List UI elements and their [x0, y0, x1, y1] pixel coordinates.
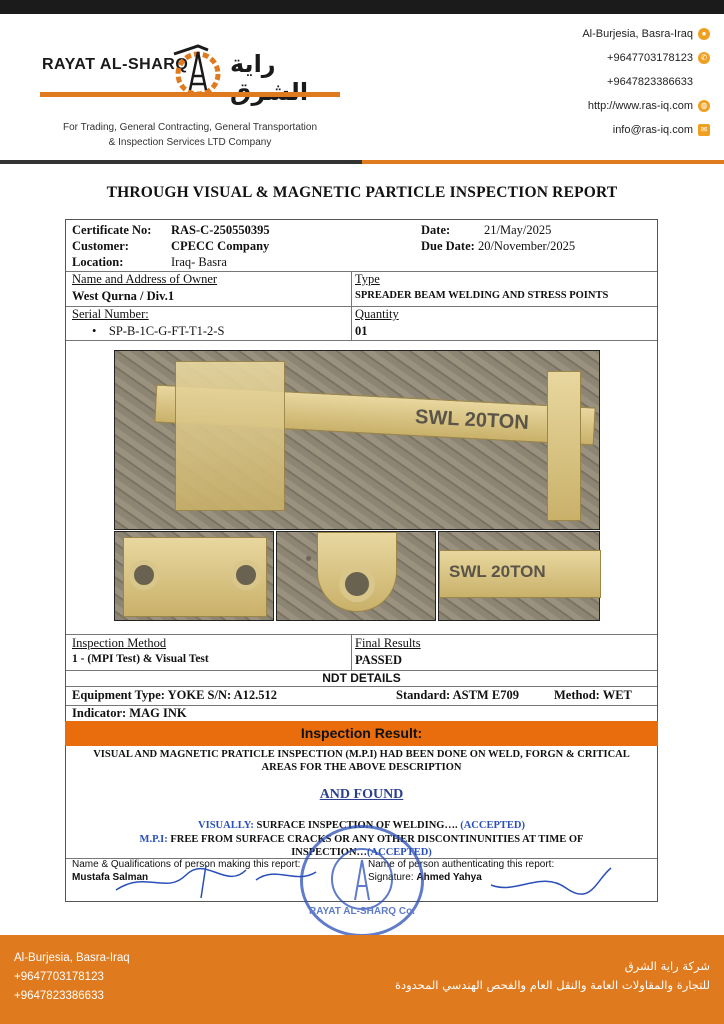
- header-email[interactable]: info@ras-iq.com ✉: [582, 118, 710, 142]
- authenticator-signature: [486, 860, 616, 900]
- footer: [0, 935, 724, 1024]
- top-bar: [0, 0, 724, 14]
- photo-padeye: [276, 531, 436, 621]
- inspector-signature: [106, 860, 326, 900]
- inspector-name: Mustafa Salman: [72, 872, 149, 883]
- serial-value: • SP-B-1C-G-FT-T1-2-S: [92, 324, 225, 338]
- indicator: Indicator: MAG INK: [72, 706, 187, 720]
- company-logo: [40, 38, 350, 98]
- footer-contacts: Al-Burjesia, Basra-Iraq +9647703178123 +9647823386633: [14, 952, 130, 1002]
- photo-lifting-lug: [114, 531, 274, 621]
- method-label: Inspection Method: [72, 636, 167, 650]
- method-value: 1 - (MPI Test) & Visual Test: [72, 653, 209, 665]
- qualifications-label: Name & Qualifications of person making this report:: [72, 859, 301, 870]
- ndt-details-header: NDT DETAILS: [322, 671, 401, 685]
- header-address: Al-Burjesia, Basra-Iraq ●: [582, 22, 710, 46]
- date-label: Date:: [421, 223, 451, 237]
- location-value: Iraq- Basra: [171, 255, 227, 269]
- owner-value: West Qurna / Div.1: [72, 289, 175, 303]
- footer-arabic: شركة راية الشرق للتجارة والمقاولات العامة والنقل العام والفحص الهندسي المحدودة: [394, 959, 710, 992]
- logo-arabic: راية: [230, 50, 276, 78]
- stamp-inner-ring: [331, 848, 393, 910]
- stamp-text: RAYAT AL-SHARQ Co.: [309, 906, 415, 917]
- quantity-value: 01: [355, 324, 368, 338]
- location-icon: ●: [698, 28, 710, 40]
- type-label: Type: [355, 272, 380, 286]
- date-value: 21/May/2025: [484, 223, 552, 237]
- due-date: Due Date: 20/November/2025: [421, 239, 576, 253]
- globe-icon: ◍: [698, 100, 710, 112]
- logo-english: RAYAT AL-SHARQ: [42, 56, 189, 73]
- photo-marking-swl: SWL 20TON: [414, 406, 530, 434]
- method-wet: Method: WET: [554, 688, 632, 702]
- company-tagline: For Trading, General Contracting, General Transportation & Inspection Services LTD Company: [62, 122, 318, 148]
- beam-end-plate: [175, 361, 285, 511]
- cert-value: RAS-C-250550395: [171, 223, 270, 237]
- and-found: AND FOUND: [319, 787, 404, 802]
- report-table: [65, 219, 658, 902]
- logo-rule: [40, 92, 340, 97]
- photo-swl-marking: [438, 531, 600, 621]
- phone-icon: ✆: [698, 52, 710, 64]
- final-label: Final Results: [355, 636, 421, 650]
- authenticator-label: Name of person authenticating this report:: [368, 859, 555, 870]
- inspection-result-header: Inspection Result:: [65, 721, 658, 746]
- main-photo-spreader-beam: [114, 350, 600, 530]
- oil-derrick-icon: [168, 38, 228, 94]
- header-contacts: [582, 22, 710, 142]
- beam-lug: [547, 371, 581, 521]
- cert-label: Certificate No:: [72, 223, 152, 237]
- location-label: Location:: [72, 255, 124, 269]
- serial-label: Serial Number:: [72, 307, 149, 321]
- header-website[interactable]: http://www.ras-iq.com ◍: [582, 94, 710, 118]
- header-divider: [0, 160, 724, 164]
- type-value: SPREADER BEAM WELDING AND STRESS POINTS: [355, 290, 609, 301]
- customer-label: Customer:: [72, 239, 129, 253]
- stamp-derrick-icon: [333, 850, 391, 908]
- company-stamp: [300, 825, 424, 937]
- standard: Standard: ASTM E709: [396, 688, 519, 702]
- equipment-type: Equipment Type: YOKE S/N: A12.512: [72, 688, 278, 702]
- header-phone-2: +9647823386633: [607, 76, 693, 88]
- customer-value: CPECC Company: [171, 239, 270, 253]
- final-value: PASSED: [355, 653, 403, 667]
- report-title: THROUGH VISUAL & MAGNETIC PARTICLE INSPECTION REPORT: [106, 184, 618, 201]
- quantity-label: Quantity: [355, 307, 399, 321]
- mpi-result: M.P.I: FREE FROM SURFACE CRACKS OR ANY OTHER DISCONTINUNITIES AT TIME OF INSPECTION…(ACCEPTED): [139, 834, 584, 858]
- photo-marking-swl-closeup: SWL 20TON: [449, 562, 546, 581]
- signature-line: Signature: Ahmed Yahya: [368, 872, 482, 883]
- result-description: VISUAL AND MAGNETIC PRATICLE INSPECTION (M.P.I) HAD BEEN DONE ON WELD, FORGN & CRITICAL AREAS FOR THE ABOVE DESCRIPTION: [93, 749, 630, 773]
- header-phone-1: +9647703178123 ✆: [582, 46, 710, 70]
- mail-icon: ✉: [698, 124, 710, 136]
- owner-label: Name and Address of Owner: [72, 272, 218, 286]
- visually-result: VISUALLY: SURFACE INSPECTION OF WELDING…. (ACCEPTED): [198, 820, 525, 831]
